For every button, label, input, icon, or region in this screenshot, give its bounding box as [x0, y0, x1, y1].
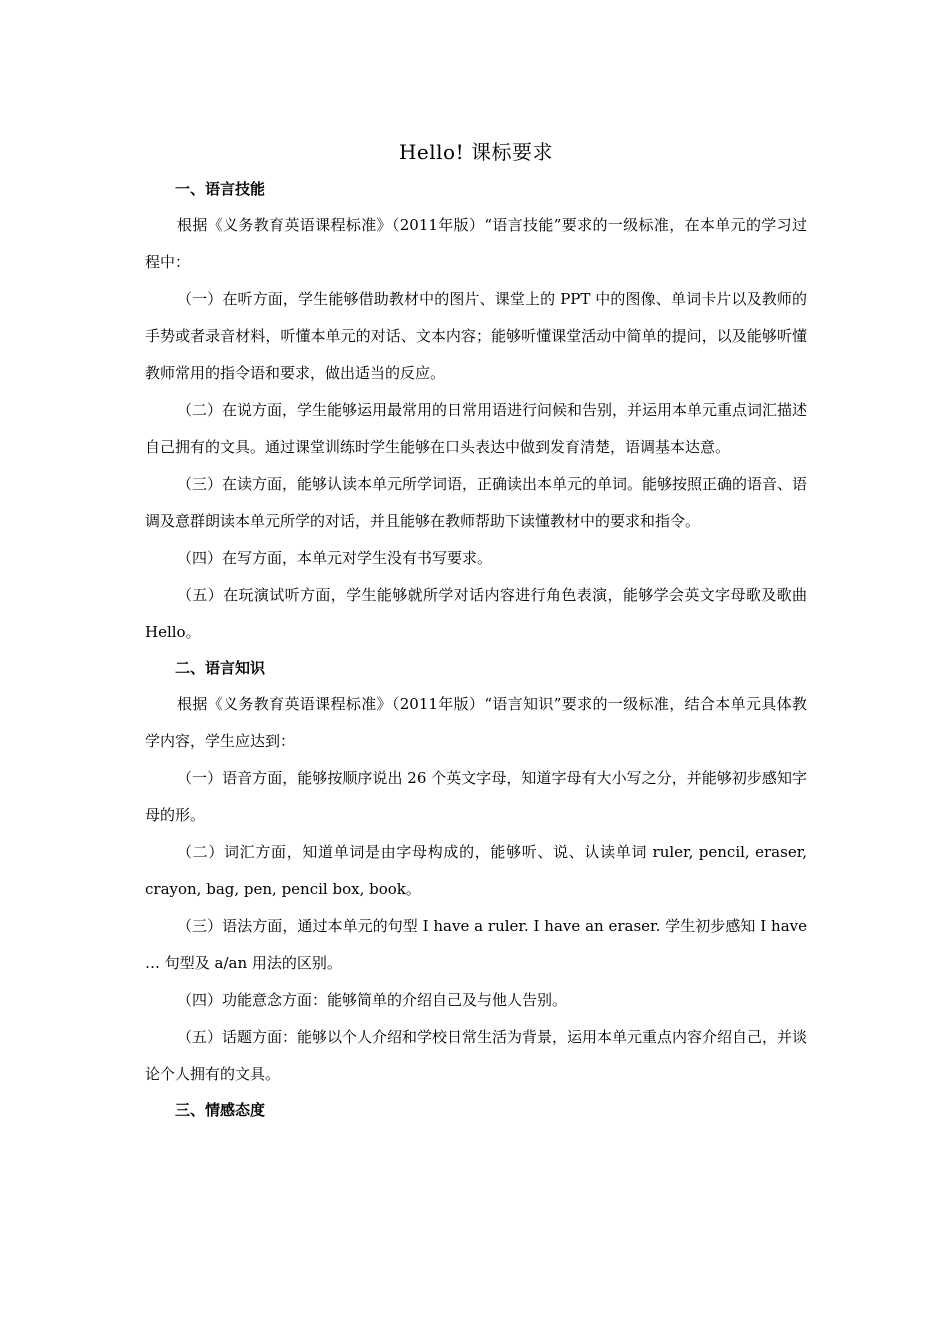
paragraph: （二）在说方面，学生能够运用最常用的日常用语进行问候和告别，并运用本单元重点词汇描述自己拥有的文具。通过课堂训练时学生能够在口头表达中做到发育清楚，语调基本达意。 — [145, 401, 808, 456]
section-heading: 三、情感态度 — [175, 1101, 266, 1119]
paragraph: 根据《义务教育英语课程标准》（2011年版）“语言知识”要求的一级标准，结合本单元具体教学内容，学生应达到： — [145, 695, 807, 750]
paragraph: （四）在写方面，本单元对学生没有书写要求。 — [177, 549, 493, 567]
section-emotional-attitude — [145, 1093, 807, 1128]
paragraph: （一）在听方面，学生能够借助教材中的图片、课堂上的 PPT 中的图像、单词卡片以及教师的手势或者录音材料，听懂本单元的对话、文本内容；能够听懂课堂活动中简单的提问，以及能够听懂教师常用的指令语和要求，做出适当的反应。 — [145, 290, 807, 382]
paragraph: （一）语音方面，能够按顺序说出 26 个英文字母，知道字母有大小写之分，并能够初步感知字母的形。 — [145, 769, 807, 824]
section-language-knowledge — [145, 651, 807, 1093]
paragraph: （四）功能意念方面：能够简单的介绍自己及与他人告别。 — [177, 991, 568, 1009]
paragraph: （三）语法方面，通过本单元的句型 I have a ruler. I have an eraser. 学生初步感知 I have … 句型及 a/an 用法的区别。 — [145, 917, 807, 972]
paragraph: （五）话题方面：能够以个人介绍和学校日常生活为背景，运用本单元重点内容介绍自己，并谈论个人拥有的文具。 — [145, 1028, 808, 1083]
section-heading: 一、语言技能 — [175, 180, 266, 198]
section-heading: 二、语言知识 — [175, 659, 266, 677]
paragraph: 根据《义务教育英语课程标准》（2011年版）“语言技能”要求的一级标准，在本单元的学习过程中： — [145, 216, 807, 271]
paragraph: （三）在读方面，能够认读本单元所学词语，正确读出本单元的单词。能够按照正确的语音、语调及意群朗读本单元所学的对话，并且能够在教师帮助下读懂教材中的要求和指令。 — [145, 475, 808, 530]
document-page — [145, 132, 807, 1128]
paragraph: （五）在玩演试听方面，学生能够就所学对话内容进行角色表演，能够学会英文字母歌及歌曲 Hello。 — [145, 586, 807, 641]
section-language-skills — [145, 172, 807, 651]
document-title: Hello! 课标要求 — [398, 140, 553, 164]
paragraph: （二）词汇方面，知道单词是由字母构成的，能够听、说、认读单词 ruler, pencil, eraser, crayon, bag, pen, pencil box, book。 — [145, 843, 807, 898]
